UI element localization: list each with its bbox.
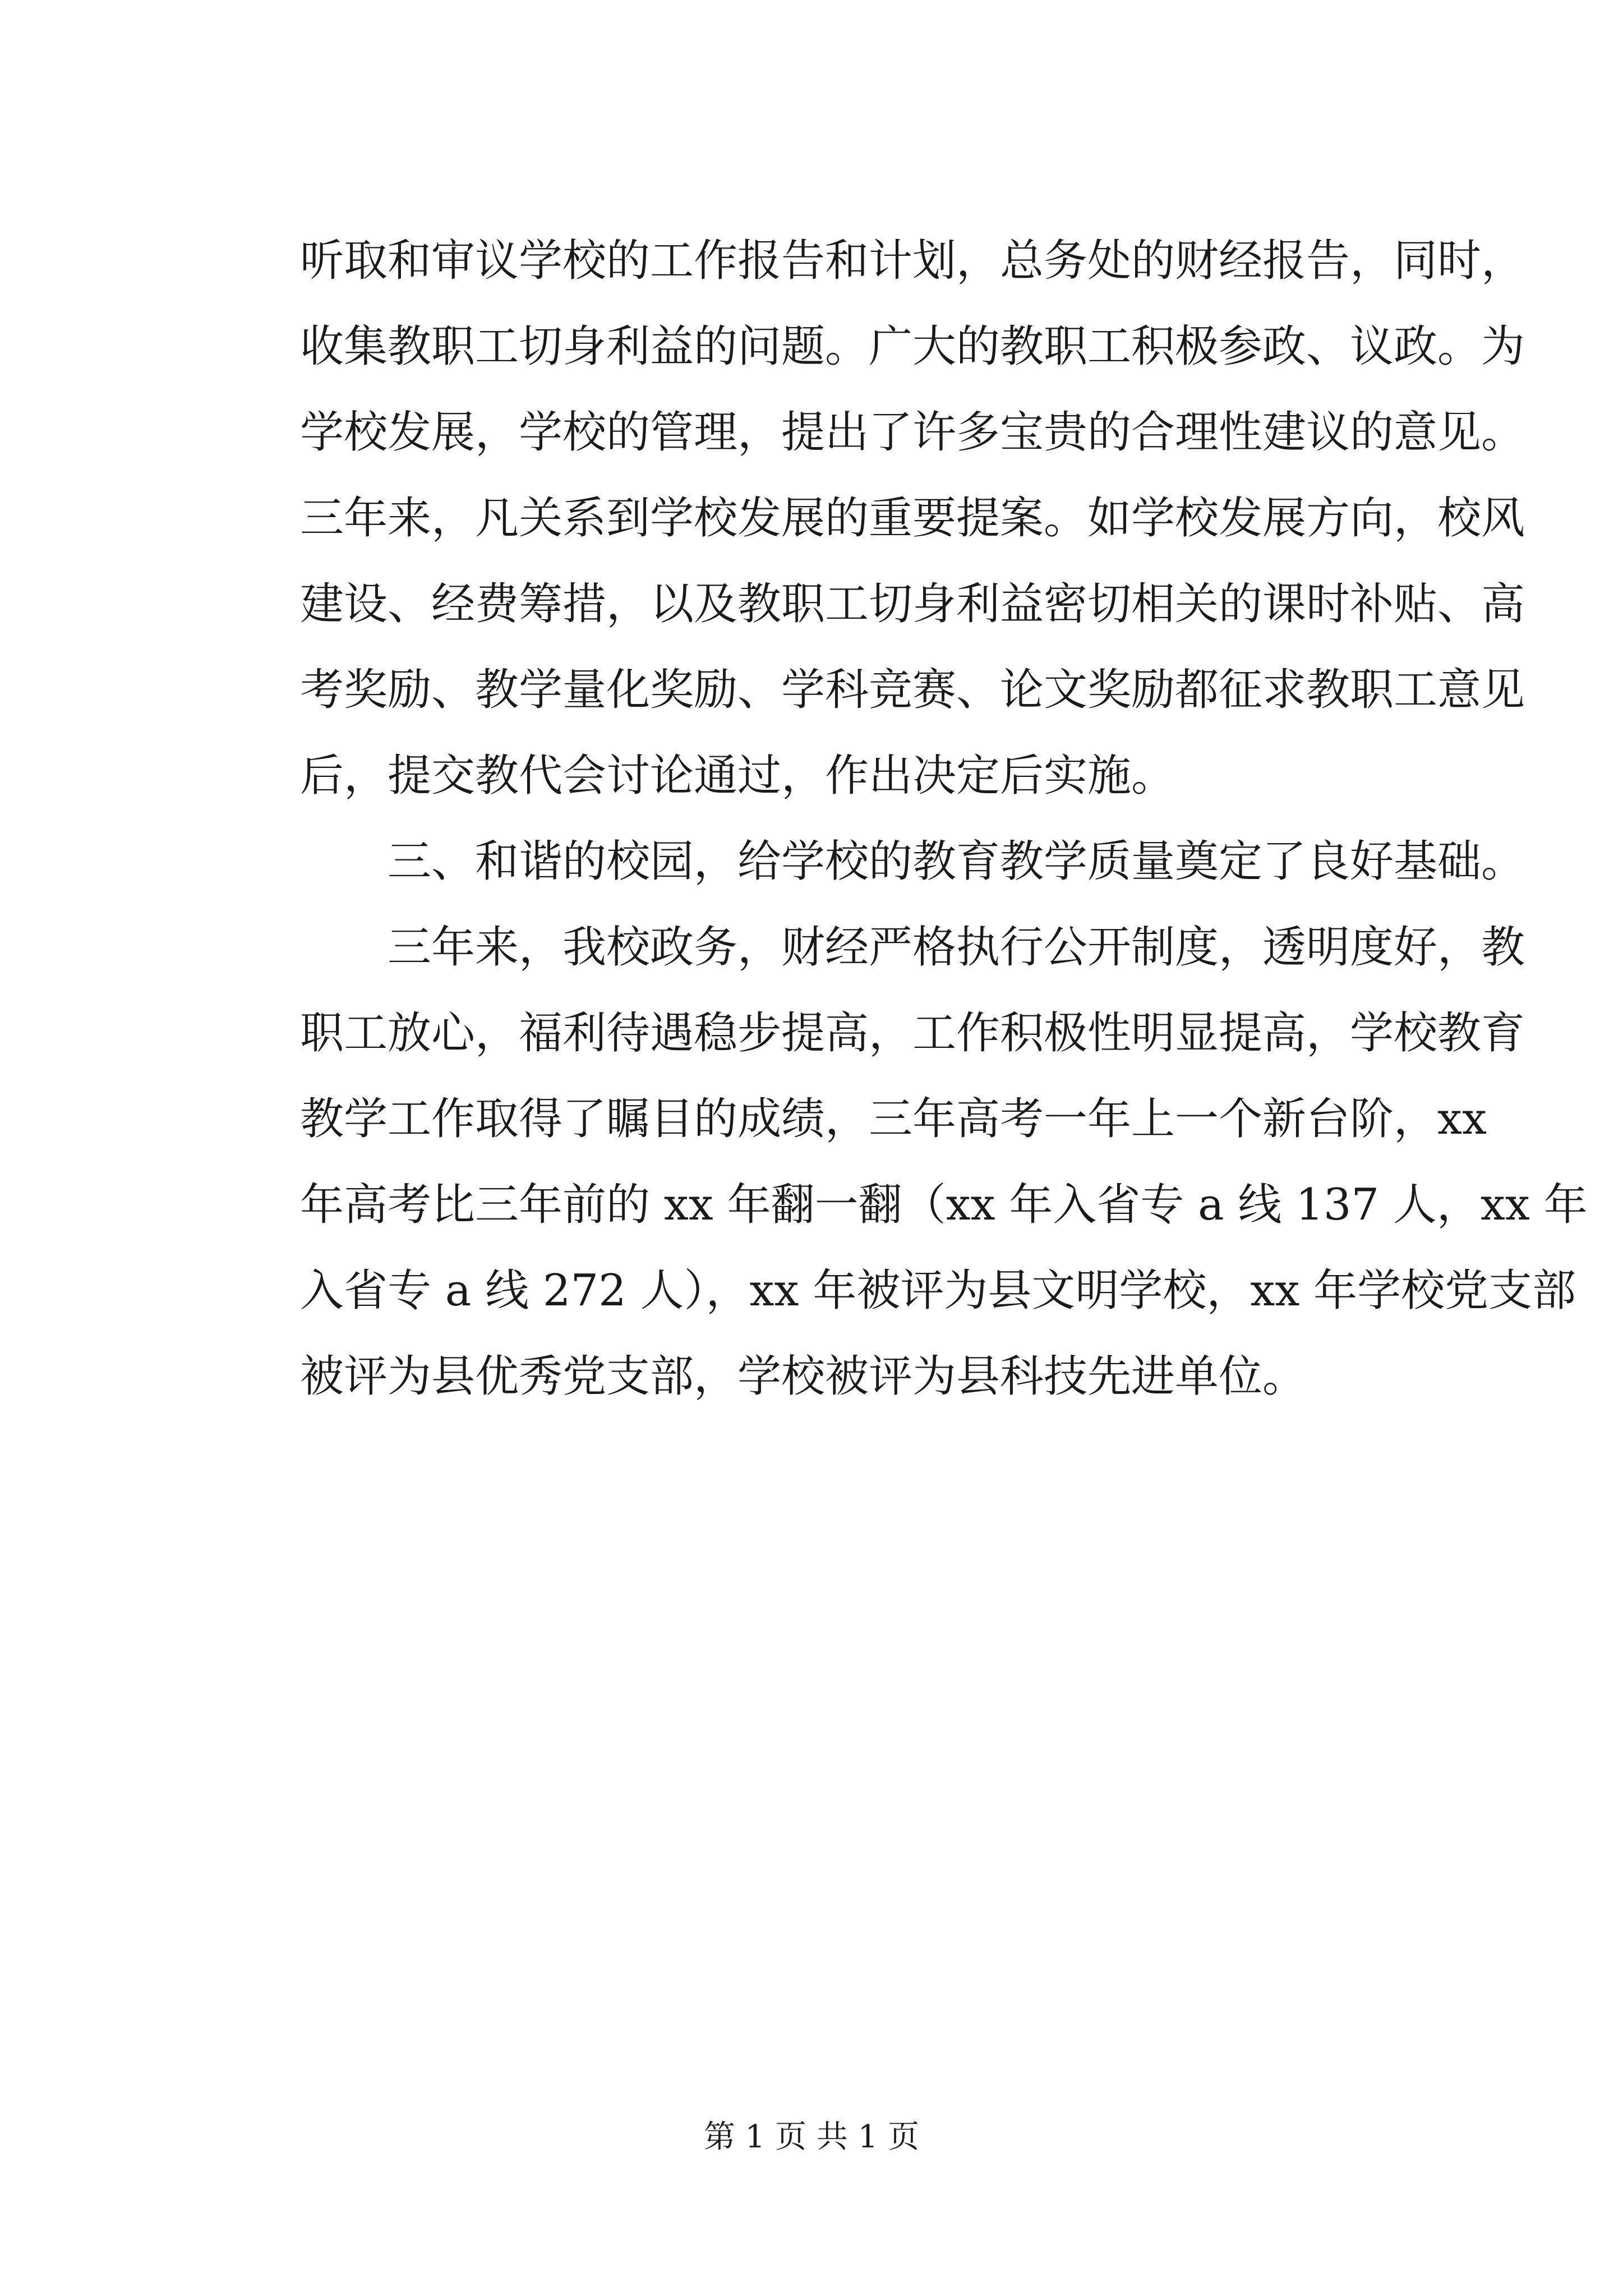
text-line: 考奖励、教学量化奖励、学科竞赛、论文奖励都征求教职工意见 bbox=[300, 665, 1525, 715]
text-line: 入省专 a 线 272 人），xx 年被评为县文明学校，xx 年学校党支部 bbox=[300, 1266, 1576, 1316]
text-line: 建设、经费筹措，以及教职工切身利益密切相关的课时补贴、高 bbox=[300, 579, 1525, 629]
document-body bbox=[300, 218, 1588, 1420]
text-line: 收集教职工切身利益的问题。广大的教职工积极参政、议政。为 bbox=[300, 321, 1525, 372]
text-line: 三年来，我校政务，财经严格执行公开制度，透明度好，教 bbox=[388, 922, 1525, 973]
text-line: 教学工作取得了瞩目的成绩，三年高考一年上一个新台阶，xx bbox=[300, 1094, 1487, 1144]
page-footer: 第 1 页 共 1 页 bbox=[703, 2119, 920, 2155]
text-line: 被评为县优秀党支部，学校被评为县科技先进单位。 bbox=[300, 1351, 1307, 1402]
text-line: 年高考比三年前的 xx 年翻一翻（xx 年入省专 a 线 137 人，xx 年 bbox=[300, 1180, 1588, 1230]
text-line: 后，提交教代会讨论通过，作出决定后实施。 bbox=[300, 751, 1175, 801]
text-line: 听取和审议学校的工作报告和计划，总务处的财经报告，同时， bbox=[300, 236, 1525, 286]
section-heading: 三、和谐的校园，给学校的教育教学质量奠定了良好基础。 bbox=[388, 836, 1525, 887]
text-line: 职工放心，福利待遇稳步提高，工作积极性明显提高，学校教育 bbox=[300, 1008, 1525, 1059]
text-line: 学校发展，学校的管理，提出了许多宝贵的合理性建议的意见。 bbox=[300, 407, 1525, 458]
text-line: 三年来，凡关系到学校发展的重要提案。如学校发展方向，校风 bbox=[300, 493, 1525, 544]
